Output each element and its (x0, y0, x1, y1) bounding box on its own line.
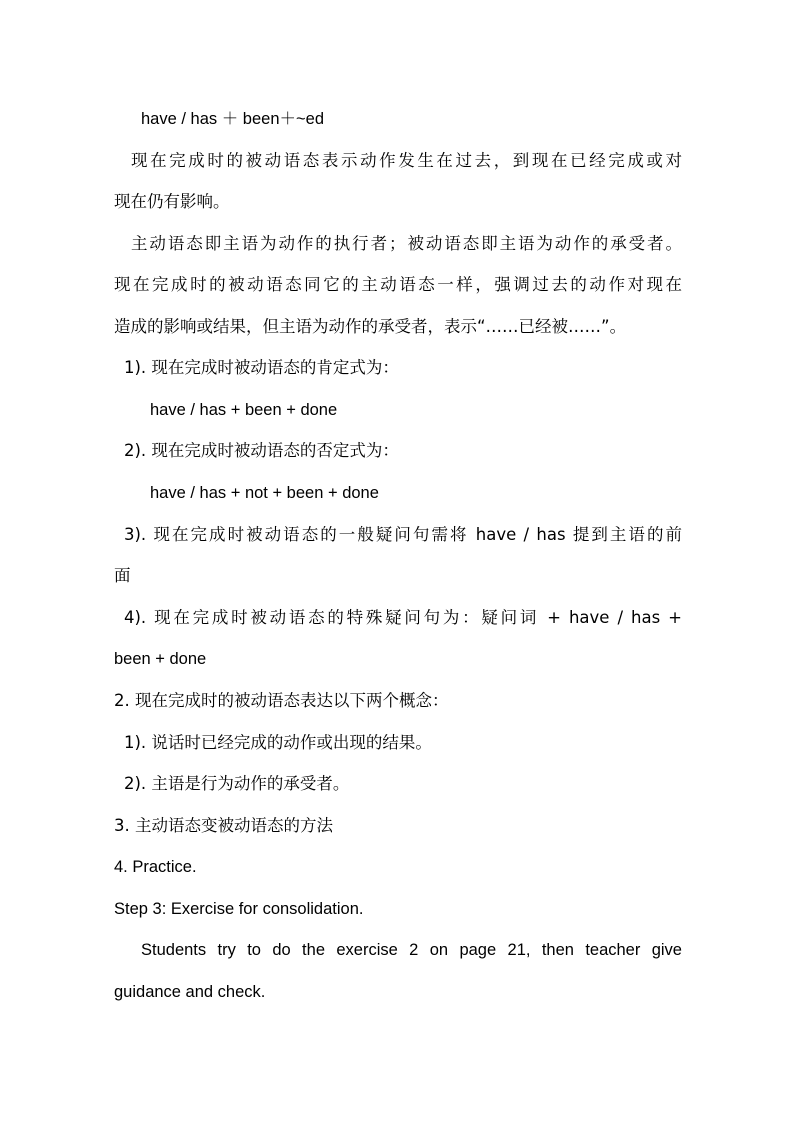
para2-line2: 现在完成时的被动语态同它的主动语态一样，强调过去的动作对现在 (114, 275, 682, 294)
para1-line1: 现在完成时的被动语态表示动作发生在过去，到现在已经完成或对 (131, 151, 682, 170)
point2-label: 2). 现在完成时被动语态的否定式为： (124, 441, 399, 460)
point2-formula: have / has + not + been + done (150, 484, 379, 502)
para2-line1: 主动语态即主语为动作的执行者；被动语态即主语为动作的承受者。 (131, 234, 682, 253)
formula-line: have / has ＋ been＋~ed (141, 110, 324, 128)
point4-line1: 4). 现在完成时被动语态的特殊疑问句为：疑问词 + have / has + (124, 608, 682, 627)
section2-item-1: 1). 说话时已经完成的动作或出现的结果。 (124, 733, 432, 752)
para1-line2: 现在仍有影响。 (114, 192, 230, 211)
exercise-line2: guidance and check. (114, 983, 266, 1001)
section2-heading: 2. 现在完成时的被动语态表达以下两个概念： (114, 691, 449, 710)
step3-heading: Step 3: Exercise for consolidation. (114, 900, 364, 918)
point1-label: 1). 现在完成时被动语态的肯定式为： (124, 358, 399, 377)
point3-line2: 面 (114, 566, 131, 585)
section2-item-2: 2). 主语是行为动作的承受者。 (124, 774, 350, 793)
exercise-line1: Students try to do the exercise 2 on page 21, then teacher give (141, 941, 682, 959)
section4-heading: 4. Practice. (114, 858, 197, 876)
section3-heading: 3. 主动语态变被动语态的方法 (114, 816, 333, 835)
point1-formula: have / has + been + done (150, 401, 338, 419)
point3-line1: 3). 现在完成时被动语态的一般疑问句需将 have / has 提到主语的前 (124, 525, 682, 544)
para2-line3: 造成的影响或结果，但主语为动作的承受者，表示“……已经被……”。 (114, 317, 627, 336)
point4-line2: been + done (114, 650, 207, 668)
